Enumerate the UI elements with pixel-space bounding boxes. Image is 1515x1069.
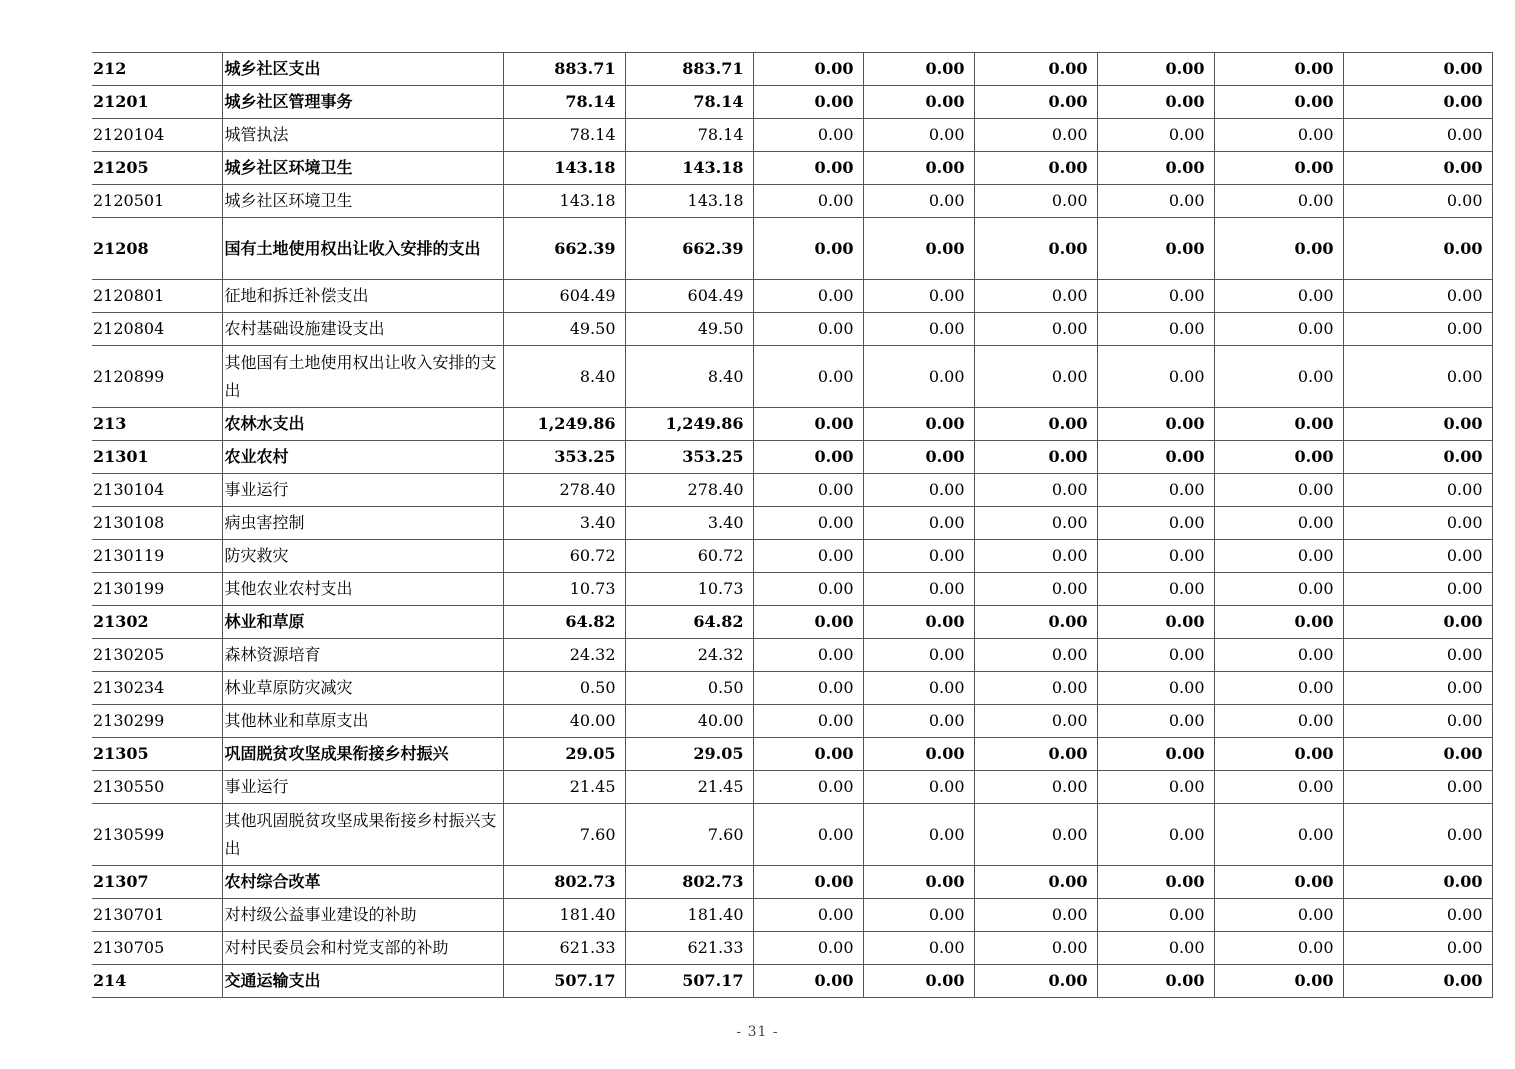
budget-table <box>92 52 1493 998</box>
amount-cell: 0.00 <box>1214 672 1343 705</box>
amount-cell: 0.00 <box>753 866 863 899</box>
amount-cell: 0.00 <box>974 639 1097 672</box>
amount-cell: 0.00 <box>1343 218 1492 280</box>
amount-cell: 7.60 <box>503 804 625 866</box>
subject-name-cell: 农林水支出 <box>222 408 503 441</box>
amount-cell: 0.00 <box>974 932 1097 965</box>
subject-code-cell: 2130299 <box>92 705 222 738</box>
amount-cell: 0.00 <box>1343 932 1492 965</box>
amount-cell: 353.25 <box>503 441 625 474</box>
subject-name-cell: 森林资源培育 <box>222 639 503 672</box>
amount-cell: 78.14 <box>625 119 753 152</box>
subject-name-cell: 其他林业和草原支出 <box>222 705 503 738</box>
amount-cell: 0.00 <box>1097 804 1214 866</box>
amount-cell: 662.39 <box>503 218 625 280</box>
amount-cell: 0.00 <box>974 606 1097 639</box>
amount-cell: 21.45 <box>503 771 625 804</box>
amount-cell: 0.00 <box>753 185 863 218</box>
amount-cell: 0.00 <box>1214 152 1343 185</box>
amount-cell: 3.40 <box>625 507 753 540</box>
amount-cell: 8.40 <box>625 346 753 408</box>
amount-cell: 0.00 <box>1097 899 1214 932</box>
amount-cell: 40.00 <box>625 705 753 738</box>
amount-cell: 0.00 <box>1214 185 1343 218</box>
amount-cell: 0.00 <box>863 86 974 119</box>
amount-cell: 0.00 <box>753 346 863 408</box>
amount-cell: 0.00 <box>1097 408 1214 441</box>
amount-cell: 662.39 <box>625 218 753 280</box>
subject-name-cell: 对村级公益事业建设的补助 <box>222 899 503 932</box>
amount-cell: 0.00 <box>1214 441 1343 474</box>
table-row <box>92 474 1492 507</box>
subject-name-cell: 防灾救灾 <box>222 540 503 573</box>
amount-cell: 0.00 <box>974 705 1097 738</box>
subject-code-cell: 2130705 <box>92 932 222 965</box>
amount-cell: 0.00 <box>1097 86 1214 119</box>
table-row <box>92 705 1492 738</box>
table-row <box>92 899 1492 932</box>
amount-cell: 0.00 <box>1214 573 1343 606</box>
amount-cell: 1,249.86 <box>625 408 753 441</box>
page-number: - 31 - <box>736 1024 779 1040</box>
table-row <box>92 672 1492 705</box>
amount-cell: 60.72 <box>503 540 625 573</box>
amount-cell: 0.00 <box>753 965 863 998</box>
amount-cell: 0.00 <box>1214 119 1343 152</box>
amount-cell: 0.00 <box>1097 965 1214 998</box>
subject-code-cell: 21205 <box>92 152 222 185</box>
amount-cell: 0.00 <box>753 152 863 185</box>
subject-name-cell: 林业和草原 <box>222 606 503 639</box>
amount-cell: 0.00 <box>1343 185 1492 218</box>
amount-cell: 1,249.86 <box>503 408 625 441</box>
amount-cell: 883.71 <box>503 53 625 86</box>
subject-name-cell: 征地和拆迁补偿支出 <box>222 280 503 313</box>
amount-cell: 0.00 <box>974 573 1097 606</box>
amount-cell: 0.00 <box>974 408 1097 441</box>
amount-cell: 29.05 <box>625 738 753 771</box>
amount-cell: 0.00 <box>1343 152 1492 185</box>
subject-name-cell: 农村基础设施建设支出 <box>222 313 503 346</box>
amount-cell: 0.00 <box>1214 218 1343 280</box>
amount-cell: 0.00 <box>863 804 974 866</box>
table-row <box>92 441 1492 474</box>
amount-cell: 0.00 <box>1214 474 1343 507</box>
amount-cell: 10.73 <box>625 573 753 606</box>
subject-name-cell: 农村综合改革 <box>222 866 503 899</box>
amount-cell: 0.50 <box>503 672 625 705</box>
amount-cell: 0.00 <box>1214 408 1343 441</box>
amount-cell: 0.00 <box>1343 771 1492 804</box>
amount-cell: 0.00 <box>974 218 1097 280</box>
amount-cell: 0.00 <box>974 152 1097 185</box>
subject-code-cell: 2130701 <box>92 899 222 932</box>
table-row <box>92 280 1492 313</box>
amount-cell: 0.00 <box>1097 441 1214 474</box>
subject-code-cell: 21305 <box>92 738 222 771</box>
amount-cell: 143.18 <box>625 185 753 218</box>
table-row <box>92 738 1492 771</box>
amount-cell: 0.00 <box>863 932 974 965</box>
table-row <box>92 804 1492 866</box>
subject-code-cell: 21307 <box>92 866 222 899</box>
amount-cell: 49.50 <box>503 313 625 346</box>
amount-cell: 0.00 <box>974 119 1097 152</box>
amount-cell: 64.82 <box>503 606 625 639</box>
amount-cell: 143.18 <box>503 152 625 185</box>
subject-code-cell: 21208 <box>92 218 222 280</box>
amount-cell: 0.00 <box>974 441 1097 474</box>
amount-cell: 0.00 <box>753 218 863 280</box>
subject-code-cell: 2120104 <box>92 119 222 152</box>
amount-cell: 0.00 <box>1343 672 1492 705</box>
amount-cell: 0.00 <box>1343 313 1492 346</box>
amount-cell: 0.00 <box>863 639 974 672</box>
subject-name-cell: 交通运输支出 <box>222 965 503 998</box>
amount-cell: 0.00 <box>753 606 863 639</box>
subject-code-cell: 2130104 <box>92 474 222 507</box>
subject-name-cell: 城乡社区环境卫生 <box>222 152 503 185</box>
amount-cell: 0.00 <box>1343 573 1492 606</box>
amount-cell: 0.00 <box>1097 474 1214 507</box>
amount-cell: 0.50 <box>625 672 753 705</box>
amount-cell: 0.00 <box>1343 86 1492 119</box>
amount-cell: 0.00 <box>863 408 974 441</box>
table-row <box>92 152 1492 185</box>
amount-cell: 0.00 <box>1097 152 1214 185</box>
amount-cell: 0.00 <box>1214 804 1343 866</box>
subject-code-cell: 213 <box>92 408 222 441</box>
amount-cell: 0.00 <box>974 738 1097 771</box>
amount-cell: 0.00 <box>863 738 974 771</box>
amount-cell: 0.00 <box>753 639 863 672</box>
amount-cell: 0.00 <box>753 86 863 119</box>
amount-cell: 507.17 <box>625 965 753 998</box>
amount-cell: 29.05 <box>503 738 625 771</box>
subject-code-cell: 2130199 <box>92 573 222 606</box>
amount-cell: 0.00 <box>753 771 863 804</box>
amount-cell: 0.00 <box>753 408 863 441</box>
amount-cell: 0.00 <box>1343 804 1492 866</box>
amount-cell: 0.00 <box>1214 639 1343 672</box>
amount-cell: 278.40 <box>625 474 753 507</box>
amount-cell: 0.00 <box>1214 899 1343 932</box>
amount-cell: 0.00 <box>753 705 863 738</box>
amount-cell: 8.40 <box>503 346 625 408</box>
amount-cell: 0.00 <box>863 53 974 86</box>
amount-cell: 0.00 <box>974 280 1097 313</box>
subject-name-cell: 农业农村 <box>222 441 503 474</box>
amount-cell: 0.00 <box>1097 346 1214 408</box>
amount-cell: 0.00 <box>753 804 863 866</box>
amount-cell: 0.00 <box>863 152 974 185</box>
amount-cell: 64.82 <box>625 606 753 639</box>
amount-cell: 0.00 <box>753 507 863 540</box>
subject-name-cell: 事业运行 <box>222 474 503 507</box>
amount-cell: 0.00 <box>1343 866 1492 899</box>
amount-cell: 0.00 <box>974 672 1097 705</box>
amount-cell: 0.00 <box>1097 866 1214 899</box>
amount-cell: 0.00 <box>863 866 974 899</box>
amount-cell: 0.00 <box>1214 738 1343 771</box>
amount-cell: 0.00 <box>753 474 863 507</box>
amount-cell: 0.00 <box>1214 866 1343 899</box>
amount-cell: 0.00 <box>1097 218 1214 280</box>
table-row <box>92 771 1492 804</box>
amount-cell: 40.00 <box>503 705 625 738</box>
amount-cell: 0.00 <box>1214 771 1343 804</box>
amount-cell: 0.00 <box>863 346 974 408</box>
table-row <box>92 606 1492 639</box>
amount-cell: 0.00 <box>1343 899 1492 932</box>
amount-cell: 278.40 <box>503 474 625 507</box>
amount-cell: 24.32 <box>503 639 625 672</box>
amount-cell: 60.72 <box>625 540 753 573</box>
table-body <box>92 53 1492 998</box>
subject-code-cell: 21302 <box>92 606 222 639</box>
amount-cell: 0.00 <box>1214 965 1343 998</box>
subject-code-cell: 2120804 <box>92 313 222 346</box>
amount-cell: 802.73 <box>625 866 753 899</box>
subject-code-cell: 21201 <box>92 86 222 119</box>
amount-cell: 0.00 <box>1097 639 1214 672</box>
subject-code-cell: 21301 <box>92 441 222 474</box>
subject-code-cell: 2130108 <box>92 507 222 540</box>
table-row <box>92 313 1492 346</box>
amount-cell: 0.00 <box>1343 606 1492 639</box>
amount-cell: 0.00 <box>863 606 974 639</box>
table-row <box>92 53 1492 86</box>
subject-name-cell: 其他巩固脱贫攻坚成果衔接乡村振兴支出 <box>222 804 503 866</box>
table-row <box>92 540 1492 573</box>
amount-cell: 0.00 <box>753 313 863 346</box>
table-row <box>92 507 1492 540</box>
amount-cell: 0.00 <box>863 965 974 998</box>
amount-cell: 0.00 <box>1343 540 1492 573</box>
table-row <box>92 866 1492 899</box>
subject-code-cell: 212 <box>92 53 222 86</box>
amount-cell: 0.00 <box>1343 408 1492 441</box>
amount-cell: 0.00 <box>1097 705 1214 738</box>
amount-cell: 0.00 <box>1097 53 1214 86</box>
subject-name-cell: 巩固脱贫攻坚成果衔接乡村振兴 <box>222 738 503 771</box>
amount-cell: 0.00 <box>863 474 974 507</box>
amount-cell: 0.00 <box>753 280 863 313</box>
amount-cell: 621.33 <box>625 932 753 965</box>
amount-cell: 0.00 <box>1097 606 1214 639</box>
amount-cell: 0.00 <box>863 507 974 540</box>
subject-code-cell: 2120899 <box>92 346 222 408</box>
amount-cell: 0.00 <box>753 573 863 606</box>
table-row <box>92 639 1492 672</box>
amount-cell: 0.00 <box>974 53 1097 86</box>
amount-cell: 0.00 <box>1214 313 1343 346</box>
amount-cell: 0.00 <box>863 185 974 218</box>
amount-cell: 0.00 <box>1343 965 1492 998</box>
amount-cell: 0.00 <box>974 866 1097 899</box>
amount-cell: 0.00 <box>753 540 863 573</box>
amount-cell: 10.73 <box>503 573 625 606</box>
subject-code-cell: 2120501 <box>92 185 222 218</box>
amount-cell: 0.00 <box>863 672 974 705</box>
subject-code-cell: 2130599 <box>92 804 222 866</box>
subject-name-cell: 林业草原防灾减灾 <box>222 672 503 705</box>
amount-cell: 0.00 <box>974 313 1097 346</box>
amount-cell: 507.17 <box>503 965 625 998</box>
table-row <box>92 573 1492 606</box>
amount-cell: 0.00 <box>974 804 1097 866</box>
amount-cell: 0.00 <box>974 540 1097 573</box>
subject-name-cell: 城乡社区支出 <box>222 53 503 86</box>
subject-code-cell: 2130234 <box>92 672 222 705</box>
amount-cell: 0.00 <box>1343 738 1492 771</box>
amount-cell: 0.00 <box>1343 346 1492 408</box>
amount-cell: 7.60 <box>625 804 753 866</box>
amount-cell: 0.00 <box>1214 346 1343 408</box>
amount-cell: 0.00 <box>1097 573 1214 606</box>
amount-cell: 0.00 <box>863 218 974 280</box>
amount-cell: 49.50 <box>625 313 753 346</box>
amount-cell: 0.00 <box>1214 606 1343 639</box>
amount-cell: 0.00 <box>1097 119 1214 152</box>
subject-code-cell: 2120801 <box>92 280 222 313</box>
subject-code-cell: 2130119 <box>92 540 222 573</box>
amount-cell: 0.00 <box>1214 540 1343 573</box>
amount-cell: 353.25 <box>625 441 753 474</box>
subject-name-cell: 事业运行 <box>222 771 503 804</box>
amount-cell: 78.14 <box>503 119 625 152</box>
amount-cell: 0.00 <box>753 53 863 86</box>
amount-cell: 0.00 <box>974 899 1097 932</box>
amount-cell: 0.00 <box>1097 280 1214 313</box>
amount-cell: 0.00 <box>1343 280 1492 313</box>
amount-cell: 0.00 <box>1214 280 1343 313</box>
amount-cell: 0.00 <box>1343 705 1492 738</box>
amount-cell: 0.00 <box>753 119 863 152</box>
table-row <box>92 218 1492 280</box>
amount-cell: 0.00 <box>863 771 974 804</box>
subject-code-cell: 214 <box>92 965 222 998</box>
subject-name-cell: 其他农业农村支出 <box>222 573 503 606</box>
amount-cell: 0.00 <box>863 540 974 573</box>
amount-cell: 0.00 <box>974 346 1097 408</box>
amount-cell: 0.00 <box>753 672 863 705</box>
amount-cell: 143.18 <box>503 185 625 218</box>
amount-cell: 0.00 <box>1214 86 1343 119</box>
amount-cell: 0.00 <box>1097 738 1214 771</box>
subject-name-cell: 城乡社区环境卫生 <box>222 185 503 218</box>
amount-cell: 604.49 <box>625 280 753 313</box>
table-row <box>92 86 1492 119</box>
amount-cell: 0.00 <box>863 313 974 346</box>
amount-cell: 0.00 <box>863 573 974 606</box>
amount-cell: 0.00 <box>753 441 863 474</box>
amount-cell: 3.40 <box>503 507 625 540</box>
amount-cell: 0.00 <box>974 474 1097 507</box>
subject-name-cell: 其他国有土地使用权出让收入安排的支出 <box>222 346 503 408</box>
amount-cell: 0.00 <box>1214 53 1343 86</box>
table-row <box>92 965 1492 998</box>
amount-cell: 0.00 <box>1343 441 1492 474</box>
subject-code-cell: 2130550 <box>92 771 222 804</box>
amount-cell: 0.00 <box>863 441 974 474</box>
amount-cell: 181.40 <box>503 899 625 932</box>
amount-cell: 0.00 <box>1097 672 1214 705</box>
table-row <box>92 185 1492 218</box>
subject-name-cell: 病虫害控制 <box>222 507 503 540</box>
amount-cell: 0.00 <box>863 899 974 932</box>
amount-cell: 78.14 <box>503 86 625 119</box>
amount-cell: 0.00 <box>1343 507 1492 540</box>
amount-cell: 0.00 <box>1097 507 1214 540</box>
table-row <box>92 408 1492 441</box>
amount-cell: 883.71 <box>625 53 753 86</box>
amount-cell: 0.00 <box>1097 771 1214 804</box>
amount-cell: 0.00 <box>1343 639 1492 672</box>
amount-cell: 0.00 <box>1097 932 1214 965</box>
amount-cell: 0.00 <box>974 965 1097 998</box>
amount-cell: 0.00 <box>1343 474 1492 507</box>
table-row <box>92 346 1492 408</box>
subject-code-cell: 2130205 <box>92 639 222 672</box>
subject-name-cell: 城管执法 <box>222 119 503 152</box>
amount-cell: 0.00 <box>1097 313 1214 346</box>
table-row <box>92 119 1492 152</box>
amount-cell: 0.00 <box>1214 507 1343 540</box>
table-row <box>92 932 1492 965</box>
amount-cell: 78.14 <box>625 86 753 119</box>
amount-cell: 0.00 <box>1097 185 1214 218</box>
amount-cell: 0.00 <box>753 738 863 771</box>
amount-cell: 0.00 <box>863 705 974 738</box>
amount-cell: 24.32 <box>625 639 753 672</box>
amount-cell: 0.00 <box>974 86 1097 119</box>
amount-cell: 0.00 <box>1214 932 1343 965</box>
amount-cell: 0.00 <box>753 899 863 932</box>
amount-cell: 181.40 <box>625 899 753 932</box>
amount-cell: 0.00 <box>863 119 974 152</box>
amount-cell: 0.00 <box>753 932 863 965</box>
amount-cell: 0.00 <box>1214 705 1343 738</box>
amount-cell: 143.18 <box>625 152 753 185</box>
subject-name-cell: 对村民委员会和村党支部的补助 <box>222 932 503 965</box>
amount-cell: 21.45 <box>625 771 753 804</box>
subject-name-cell: 城乡社区管理事务 <box>222 86 503 119</box>
amount-cell: 0.00 <box>1343 53 1492 86</box>
amount-cell: 0.00 <box>1097 540 1214 573</box>
amount-cell: 0.00 <box>974 185 1097 218</box>
subject-name-cell: 国有土地使用权出让收入安排的支出 <box>222 218 503 280</box>
amount-cell: 0.00 <box>1343 119 1492 152</box>
amount-cell: 621.33 <box>503 932 625 965</box>
amount-cell: 802.73 <box>503 866 625 899</box>
amount-cell: 0.00 <box>974 507 1097 540</box>
amount-cell: 0.00 <box>863 280 974 313</box>
amount-cell: 604.49 <box>503 280 625 313</box>
amount-cell: 0.00 <box>974 771 1097 804</box>
